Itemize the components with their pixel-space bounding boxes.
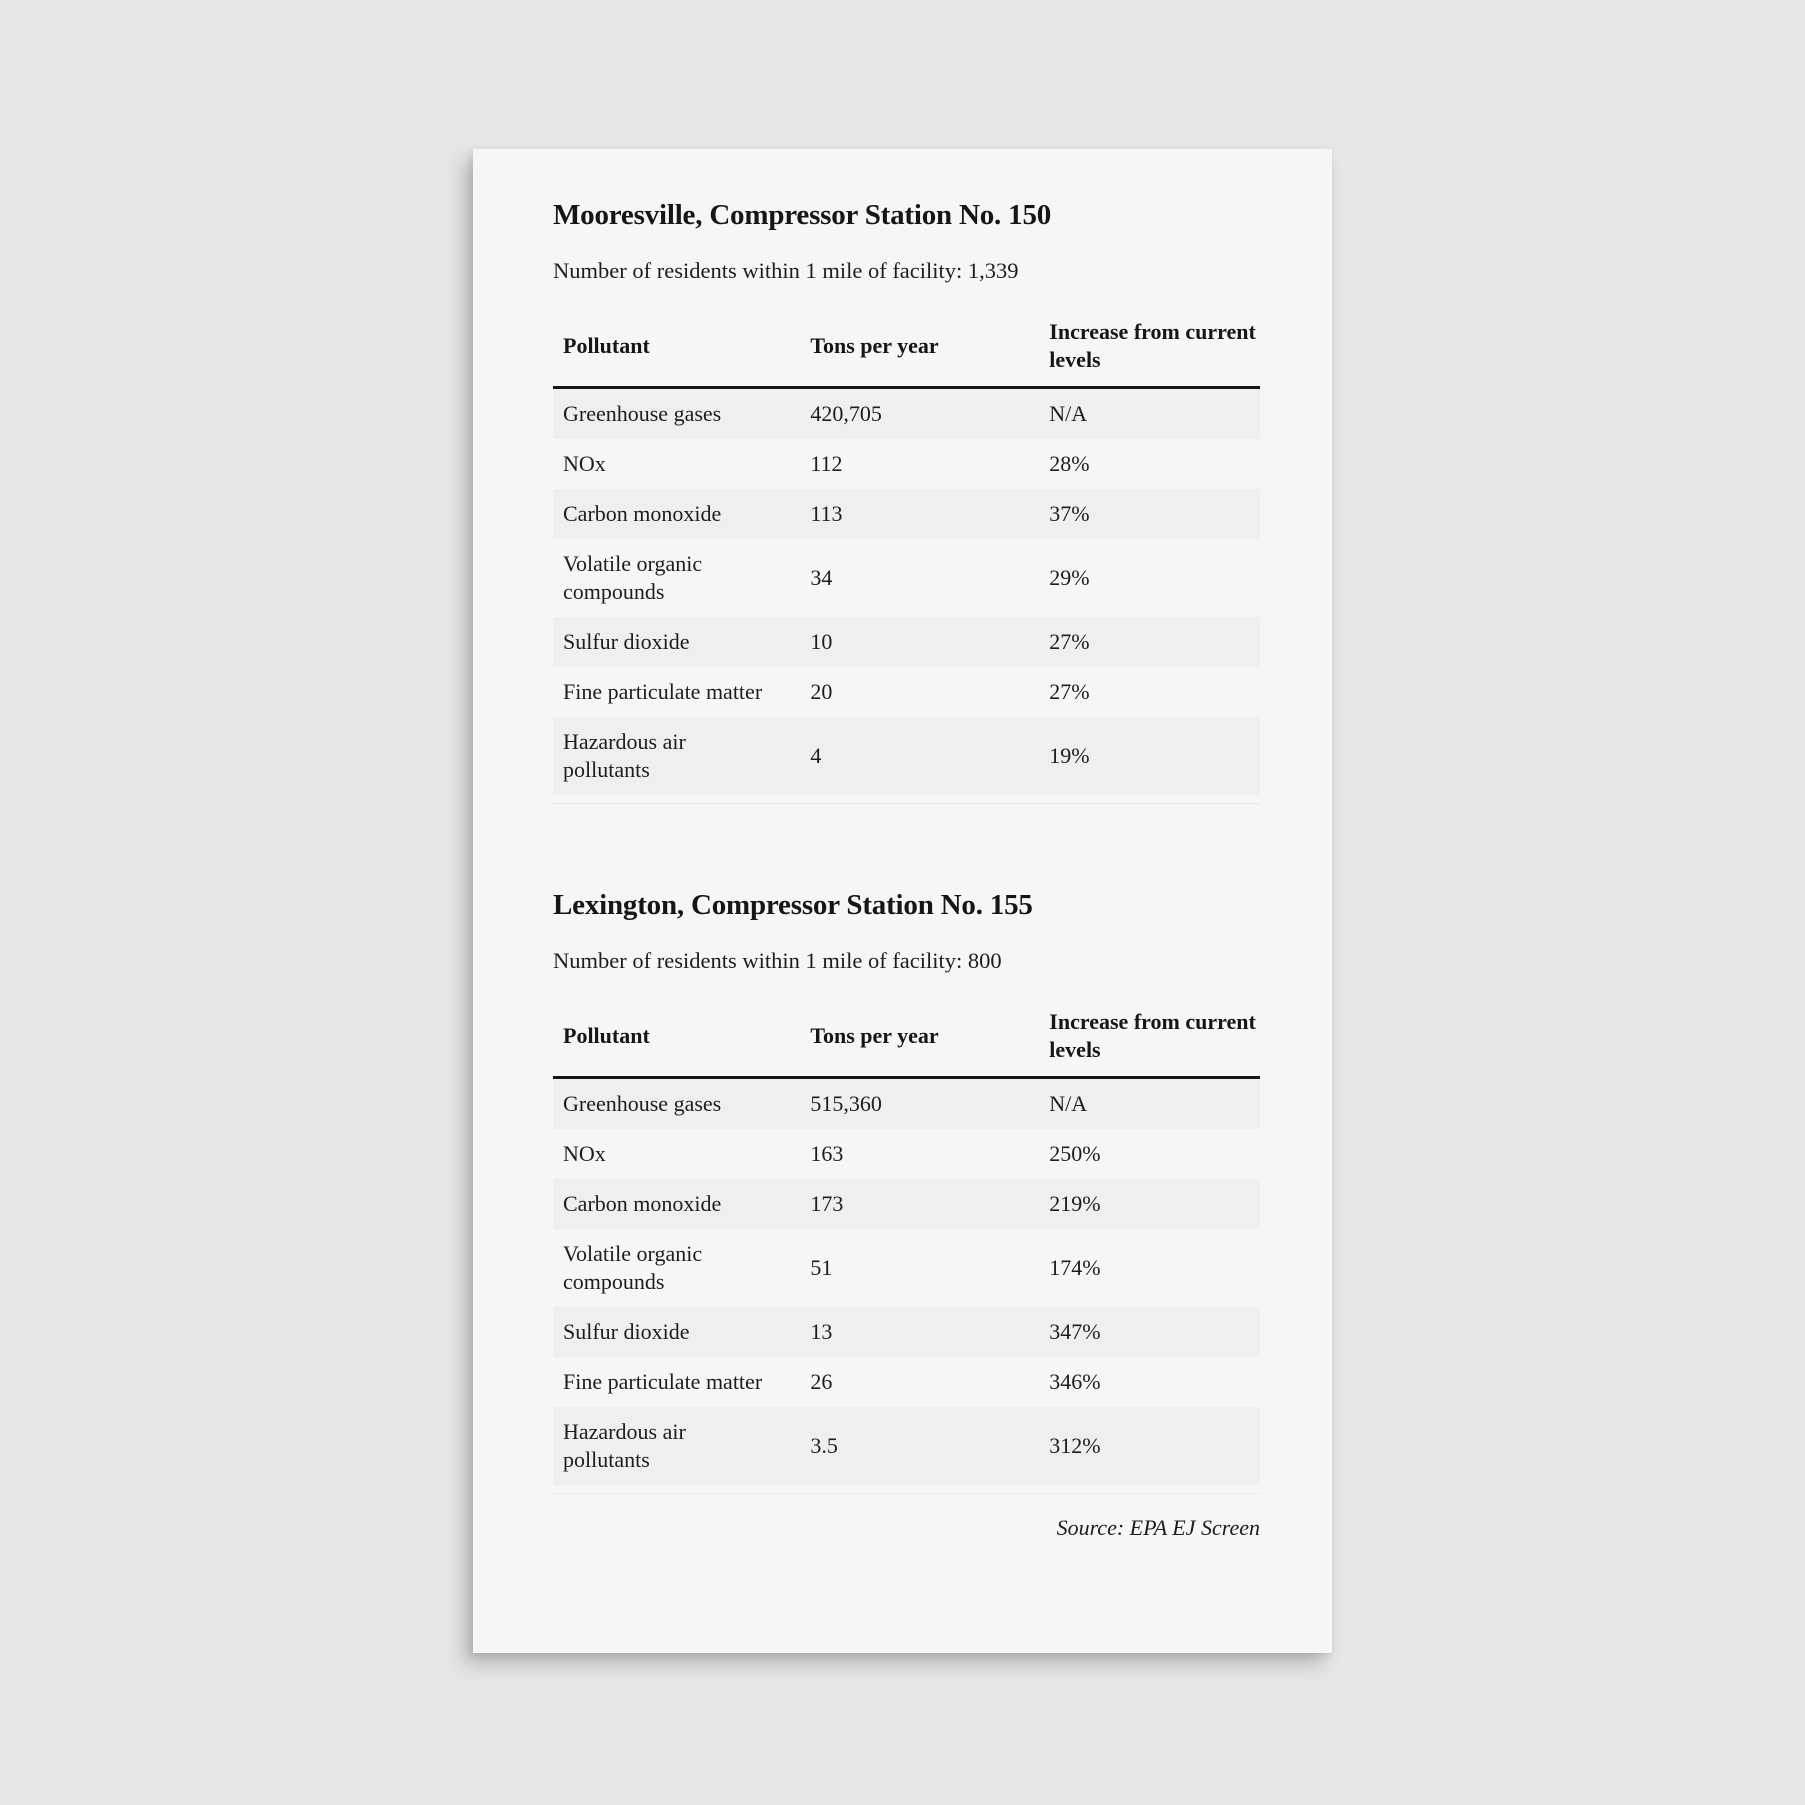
column-header-pollutant: Pollutant [553, 318, 810, 388]
increase-cell: 250% [1049, 1140, 1101, 1166]
pollutant-table-mooresville [553, 318, 1260, 795]
table-row [553, 1357, 1260, 1407]
pollutant-cell: Hazardous air pollutants [563, 728, 686, 782]
pollutant-cell: Greenhouse gases [563, 400, 722, 426]
pollutant-cell: Hazardous air pollutants [563, 1418, 686, 1472]
table-row [553, 1407, 1260, 1485]
tons-cell: 173 [810, 1190, 844, 1216]
tons-cell: 4 [810, 742, 822, 768]
pollutant-table-lexington [553, 1008, 1260, 1485]
pollutant-cell: Fine particulate matter [563, 678, 763, 704]
tons-cell: 34 [810, 564, 833, 590]
increase-cell: N/A [1049, 1090, 1088, 1116]
increase-cell: 27% [1049, 678, 1090, 704]
tons-cell: 26 [810, 1368, 833, 1394]
pollutant-cell: Carbon monoxide [563, 1190, 722, 1216]
tons-cell: 13 [810, 1318, 833, 1344]
tons-cell: 515,360 [810, 1090, 882, 1116]
pollutant-cell: Volatile organic compounds [563, 550, 703, 604]
table-bottom-rule [553, 795, 1260, 804]
increase-cell: 19% [1049, 742, 1090, 768]
pollutant-cell: Carbon monoxide [563, 500, 722, 526]
table-row [553, 1179, 1260, 1229]
tons-cell: 20 [810, 678, 833, 704]
pollutant-cell: Sulfur dioxide [563, 628, 690, 654]
pollutant-cell: NOx [563, 1140, 606, 1166]
column-header-tons-per-year: Tons per year [810, 318, 1049, 388]
table-header-row [553, 1008, 1260, 1078]
column-header-increase: Increase from current levels [1049, 318, 1260, 388]
section-lexington [553, 888, 1260, 1494]
tons-cell: 112 [810, 450, 843, 476]
pollutant-cell: Volatile organic compounds [563, 1240, 703, 1294]
increase-cell: 346% [1049, 1368, 1101, 1394]
table-row [553, 489, 1260, 539]
table-row [553, 1129, 1260, 1179]
table-header-row [553, 318, 1260, 388]
pollutant-cell: Sulfur dioxide [563, 1318, 690, 1344]
increase-cell: 174% [1049, 1254, 1101, 1280]
tons-cell: 113 [810, 500, 843, 526]
section-mooresville [553, 198, 1260, 804]
residents-note-lexington: Number of residents within 1 mile of facility: 800 [553, 947, 1002, 973]
tons-cell: 420,705 [810, 400, 882, 426]
table-row [553, 439, 1260, 489]
column-header-pollutant: Pollutant [553, 1008, 810, 1078]
table-bottom-rule [553, 1485, 1260, 1494]
table-row [553, 1077, 1260, 1129]
column-header-increase: Increase from current levels [1049, 1008, 1260, 1078]
increase-cell: 347% [1049, 1318, 1101, 1344]
tons-cell: 3.5 [810, 1432, 838, 1458]
report-card [473, 149, 1332, 1653]
tons-cell: 163 [810, 1140, 844, 1166]
increase-cell: 312% [1049, 1432, 1101, 1458]
column-header-tons-per-year: Tons per year [810, 1008, 1049, 1078]
section-title-mooresville: Mooresville, Compressor Station No. 150 [553, 199, 1052, 231]
table-row [553, 539, 1260, 617]
pollutant-cell: NOx [563, 450, 606, 476]
increase-cell: N/A [1049, 400, 1088, 426]
table-row [553, 717, 1260, 795]
tons-cell: 10 [810, 628, 833, 654]
increase-cell: 27% [1049, 628, 1090, 654]
table-row [553, 617, 1260, 667]
table-row [553, 667, 1260, 717]
increase-cell: 219% [1049, 1190, 1101, 1216]
source-attribution: Source: EPA EJ Screen [1056, 1514, 1260, 1540]
table-row [553, 387, 1260, 439]
increase-cell: 37% [1049, 500, 1090, 526]
residents-note-mooresville: Number of residents within 1 mile of facility: 1,339 [553, 257, 1019, 283]
pollutant-cell: Fine particulate matter [563, 1368, 763, 1394]
increase-cell: 29% [1049, 564, 1090, 590]
tons-cell: 51 [810, 1254, 833, 1280]
pollutant-cell: Greenhouse gases [563, 1090, 722, 1116]
table-row [553, 1307, 1260, 1357]
table-row [553, 1229, 1260, 1307]
section-title-lexington: Lexington, Compressor Station No. 155 [553, 888, 1033, 921]
increase-cell: 28% [1049, 450, 1090, 476]
